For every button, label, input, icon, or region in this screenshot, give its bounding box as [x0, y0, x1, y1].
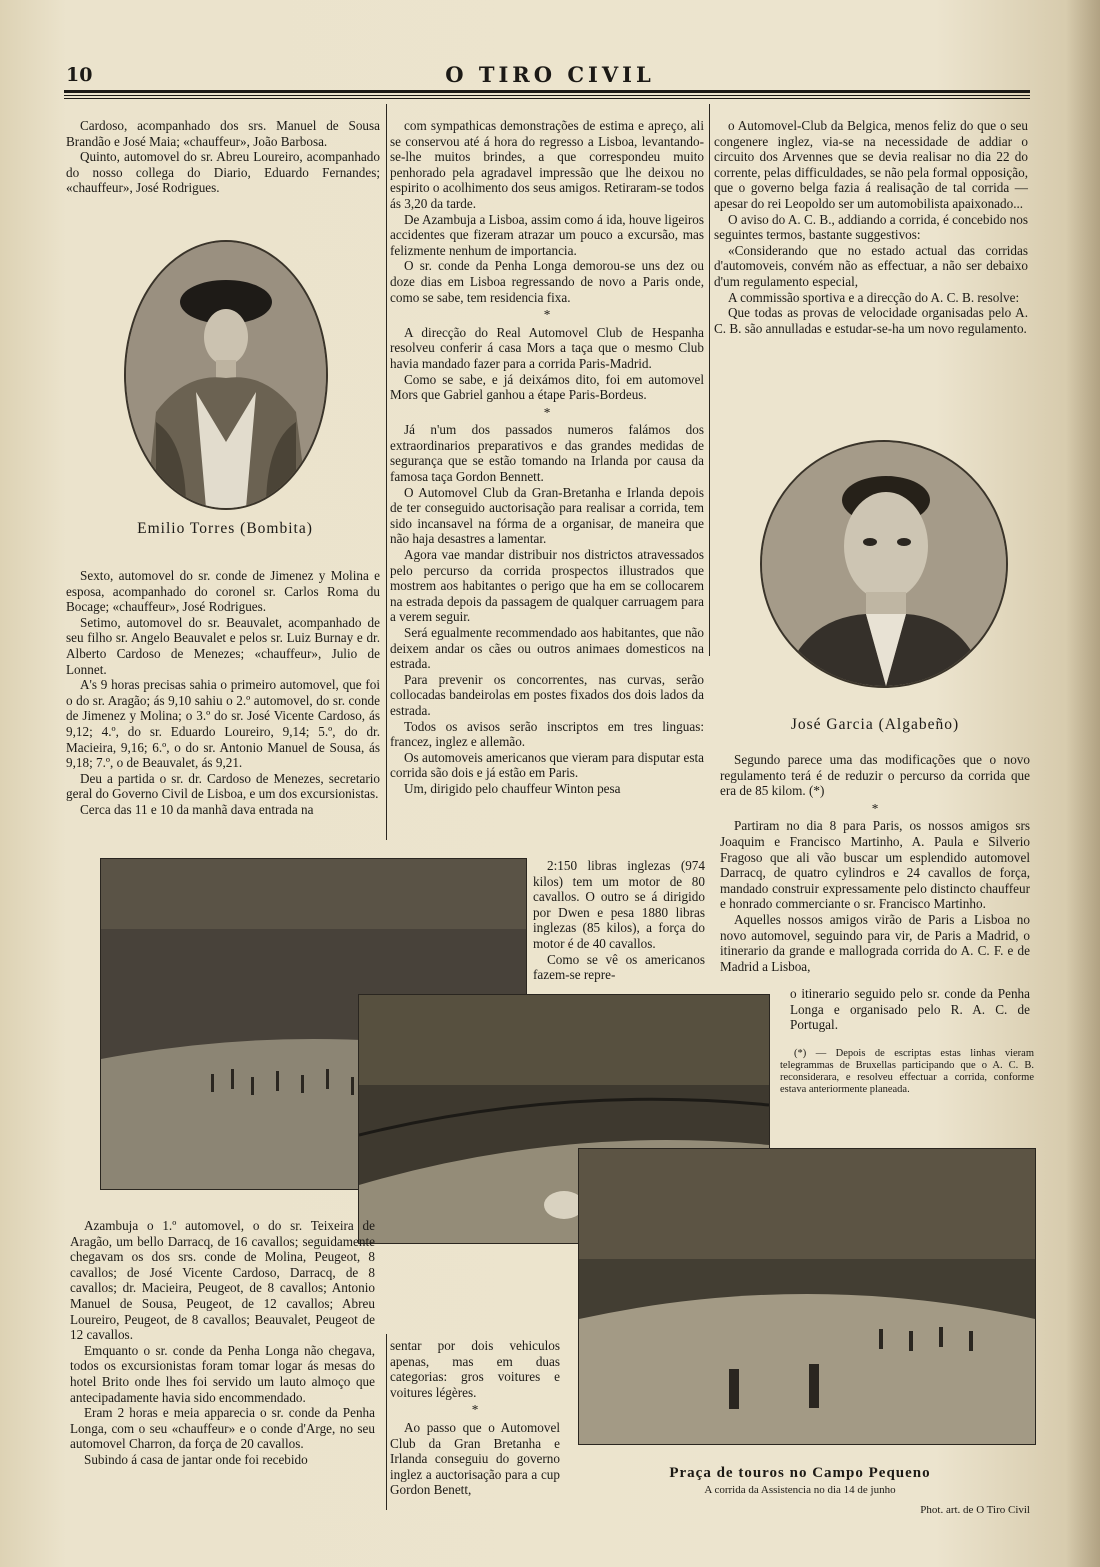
paragraph: Todos os avisos serão inscriptos em tres linguas: francez, inglez e allemão. — [390, 718, 704, 750]
newspaper-title: O TIRO CIVIL — [445, 62, 655, 87]
paragraph: De Azambuja a Lisboa, assim como á ida, houve ligeiros accidentes que fizeram atrazar um pouco a excursão, mas felizmente nenhum de importancia. — [390, 211, 704, 258]
paragraph: O Automovel Club da Gran-Bretanha e Irlanda depois de ter conseguido auctorisação para realisar a corrida, tem sido incansavel na fórma de a organisar, de maneira que não haja desastres a lamentar. — [390, 484, 704, 547]
column-1-top — [66, 118, 380, 196]
paragraph: Um, dirigido pelo chauffeur Winton pesa — [404, 780, 621, 796]
header-rule-thin-2 — [64, 98, 1030, 99]
portrait-illustration — [126, 242, 326, 508]
paragraph: o itinerario seguido pelo sr. conde da Penha Longa e organisado pelo R. A. C. de Portugal. — [790, 986, 1030, 1033]
section-separator: * — [543, 404, 551, 420]
paragraph: Para prevenir os concorrentes, nas curvas, serão collocadas bandeirolas em postes fixados dos dois lados da estrada. — [390, 671, 704, 718]
photo-arena-3-image — [579, 1149, 1035, 1444]
paragraph: A direcção do Real Automovel Club de Hespanha resolveu conferir á casa Mors a taça que o mesmo Club havia mandado fazer para a corrida Paris-Madrid. — [390, 324, 704, 371]
paragraph: A commissão sportiva e a direcção do A. C. B. resolve: — [728, 289, 1020, 305]
paragraph: Eram 2 horas e meia apparecia o sr. conde da Penha Longa, com o seu «chauffeur» e o conde d'Arge, no seu automovel Charron, da força de 20 cavallos. — [70, 1405, 375, 1452]
paragraph: Subindo á casa de jantar onde foi recebido — [84, 1451, 308, 1467]
column-1-bottom — [70, 1218, 375, 1468]
column-2-top — [390, 118, 704, 797]
photo-arena-3 — [578, 1148, 1036, 1445]
paragraph: Quinto, automovel do sr. Abreu Loureiro, acompanhado do nosso collega do Diario, Eduardo Fernandes; «chauffeur», José Rodrigues. — [66, 149, 380, 196]
paragraph: Os automoveis americanos que vieram para disputar esta corrida são dois e já estão em Paris. — [390, 749, 704, 781]
portrait-2-caption: José Garcia (Algabeño) — [790, 716, 960, 733]
column-3-mid-narrow — [790, 986, 1030, 1033]
paragraph: Setimo, automovel do sr. Beauvalet, acompanhado de seu filho sr. Angelo Beauvalet e pelos sr. Luiz Burnay e dr. Alberto Cardoso de Menezes; «chauffeur», Julio de Lonnet. — [66, 614, 380, 677]
photo-caption-subtitle: A corrida da Assistencia no dia 14 de junho — [704, 1484, 896, 1496]
paragraph: Cerca das 11 e 10 da manhã dava entrada na — [80, 801, 314, 817]
portrait-1-caption: Emilio Torres (Bombita) — [137, 520, 313, 537]
paragraph: Será egualmente recommendado aos habitantes, que não deixem andar os cães ou outros animaes domesticos na estrada. — [390, 625, 704, 672]
column-1-mid — [66, 568, 380, 818]
paragraph: Que todas as provas de velocidade organisadas pelo A. C. B. são annulladas e estudar-se-ha um novo regulamento. — [714, 305, 1028, 336]
paragraph: A's 9 horas precisas sahia o primeiro automovel, que foi o do sr. Aragão; ás 9,10 sahiu o 2.º automovel, do sr. conde de Jimenez y Molina; o 3.º do sr. José Vicente Cardoso, ás 9,12; 4.º, do sr. Eduardo Loureiro, 9,14; 5.º, do dr. Macieira, 9,16; 6.º, o do sr. Antonio Manuel de Sousa, ás 9,18; 7.º, o de Beauvalet, ás 9,21. — [66, 677, 380, 771]
header-rule-thick — [64, 90, 1030, 93]
section-separator: * — [471, 1402, 479, 1418]
paragraph: Deu a partida o sr. dr. Cardoso de Menezes, secretario geral do Governo Civil de Lisboa, e um dos excursionistas. — [66, 770, 380, 802]
paragraph: Sexto, automovel do sr. conde de Jimenez y Molina e esposa, acompanhado do coronel sr. Carlos Roma du Bocage; «chauffeur», José Rodrigues. — [66, 568, 380, 615]
paragraph: sentar por dois vehiculos apenas, mas em duas categorias: gros voitures e voitures légères. — [390, 1338, 560, 1400]
column-divider-3 — [386, 1334, 387, 1510]
page-number: 10 — [66, 64, 93, 86]
column-divider-2 — [709, 104, 710, 656]
portrait-illustration — [762, 442, 1006, 686]
column-2-bottom — [390, 1338, 560, 1498]
paragraph: «Considerando que no estado actual das corridas d'automoveis, convém não as effectuar, a não ser debaixo d'um regulamento especial, — [714, 242, 1028, 289]
paragraph: Ao passo que o Automovel Club da Gran Bretanha e Irlanda conseguiu do governo inglez a auctorisação para a cup Gordon Benett, — [390, 1419, 560, 1498]
portrait-jose-garcia — [760, 440, 1008, 688]
paragraph: com sympathicas demonstrações de estima e apreço, ali se conservou até á hora do regresso a Lisboa, levantando-se-lhe muitos brindes, a que correspondeu muito penhorado pela agradavel impressão que lhe deixou no espirito o acolhimento dos seus amigos. Retiraram-se todos ás 3,20 da tarde. — [390, 118, 704, 211]
paragraph: Emquanto o sr. conde da Penha Longa não chegava, todos os excursionistas foram tomar logar ás mesas do hotel Brito onde lhes foi servido um lauto almoço que antecipadamente havia sido encommendado. — [70, 1342, 375, 1405]
column-divider-1 — [386, 104, 387, 840]
column-3-mid — [720, 752, 1030, 974]
paragraph: Como se vê os americanos fazem-se repre- — [533, 951, 705, 983]
column-2-narrow — [533, 858, 705, 983]
paragraph: Cardoso, acompanhado dos srs. Manuel de Sousa Brandão e José Maia; «chauffeur», João Barbosa. — [66, 118, 380, 149]
paragraph: Já n'um dos passados numeros falámos dos extraordinarios preparativos e das grandes medidas de segurança que se estão tomando na Irlanda por causa da famosa taça Gordon Bennett. — [390, 422, 704, 485]
paragraph: O aviso do A. C. B., addiando a corrida, é concebido nos seguintes termos, bastante suggestivos: — [714, 211, 1028, 243]
paragraph: Partiram no dia 8 para Paris, os nossos amigos srs Joaquim e Francisco Martinho, A. Paula e Silverio Fragoso que ali vão buscar um esplendido automovel Darracq, de quatro cylindros e 24 cavallos de força, mandado construir expressamente pelo distincto chauffeur e honrado commerciante o sr. Francisco Martinho. — [720, 818, 1030, 912]
section-separator: * — [871, 800, 879, 816]
photo-caption-title: Praça de touros no Campo Pequeno — [669, 1465, 931, 1481]
paragraph: O sr. conde da Penha Longa demorou-se uns dez ou doze dias em Lisboa regressando de novo a Paris onde, como se sabe, tem residencia fixa. — [390, 258, 704, 305]
portrait-emilio-torres — [124, 240, 328, 510]
paragraph: Como se sabe, e já deixámos dito, foi em automovel Mors que Gabriel ganhou a étape Paris-Bordeus. — [390, 371, 704, 403]
column-3-top — [714, 118, 1028, 336]
footnote-text: (*) — Depois de escriptas estas linhas vieram telegrammas de Bruxellas participando que o A. C. B. reconsiderara, e resolveu effectuar a corrida, conforme estava anteriormente planeada. — [780, 1048, 1034, 1095]
paragraph: Aquelles nossos amigos virão de Paris a Lisboa no novo automovel, seguindo para vir, de Paris a Madrid, o itinerario da grande e mallograda corrida do A. C. F. e de Madrid a Lisboa, — [720, 911, 1030, 974]
section-separator: * — [543, 307, 551, 323]
header-rule-thin — [64, 95, 1030, 96]
paragraph: Azambuja o 1.º automovel, o do sr. Teixeira de Aragão, um bello Darracq, de 16 cavallos; seguidamente chegavam os dos srs. conde de Molina, Peugeot, 8 cavallos; de José Vicente Cardoso, Darracq, de 8 cavallos; dr. Macieira, Peugeot, de 8 cavallos; Antonio Manuel de Sousa, Peugeot, de 12 cavallos; Abreu Loureiro, Peugeot, de 8 cavallos; Beauvalet, Peugeot de 12 cavallos. — [70, 1218, 375, 1343]
footnote — [780, 1048, 1034, 1096]
page-edge-shadow — [1066, 0, 1100, 1567]
paragraph: Agora vae mandar distribuir nos districtos atravessados pelo percurso da corrida prospectos illustrados que mostrem aos habitantes o perigo que ha em se collocarem na estrada depois da passagem de qualquer carruagem para a verem seguir. — [390, 547, 704, 625]
paragraph: Segundo parece uma das modificações que o novo regulamento terá é de reduzir o percurso da corrida que era de 85 kilom. (*) — [720, 752, 1030, 799]
photo-credit: Phot. art. de O Tiro Civil — [920, 1504, 1030, 1516]
paragraph: o Automovel-Club da Belgica, menos feliz do que o seu congenere inglez, via-se na necessidade de addiar o circuito dos Arvennes que se devia realisar no dia 22 do corrente, pelas difficuldades, se não pela formal opposição, que o governo belga fazia á realisação de tal corrida — apesar do rei Leopoldo ser um automobilista apaixonado... — [714, 118, 1028, 211]
paragraph: 2:150 libras inglezas (974 kilos) tem um motor de 80 cavallos. O outro se á dirigido por Dwen e pesa 1880 libras inglezas (85 kilos), a força do motor é de 40 cavallos. — [533, 858, 705, 951]
